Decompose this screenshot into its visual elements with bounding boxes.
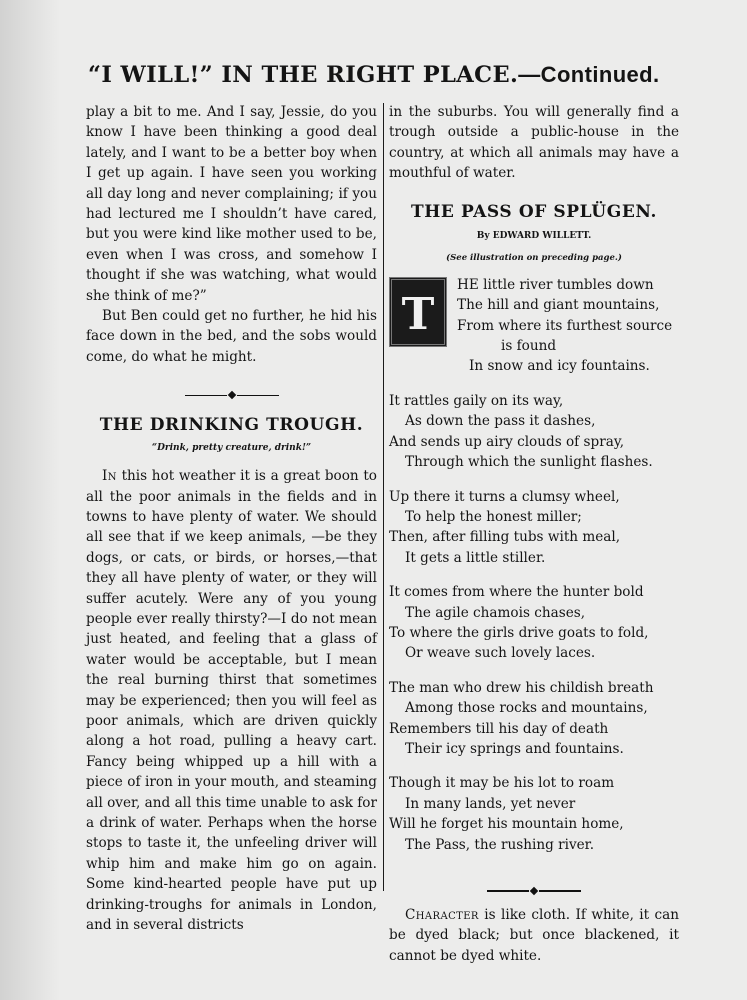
right-column bbox=[389, 102, 679, 966]
poem-line: It gets a little stiller. bbox=[405, 549, 546, 566]
story-paragraph-2: But Ben could get no further, he hid his face down in the bed, and the sobs would come, do what he might. bbox=[86, 308, 377, 365]
poem-line: Or weave such lovely laces. bbox=[405, 645, 596, 662]
poem-line: The hill and giant mountains, bbox=[457, 297, 660, 314]
poem-line: It rattles gaily on its way, bbox=[389, 392, 564, 409]
divider-diamond-icon bbox=[227, 391, 235, 399]
byline-prefix: By bbox=[476, 231, 490, 242]
poem-line: In many lands, yet never bbox=[405, 795, 576, 812]
poem-line: Their icy springs and fountains. bbox=[405, 740, 624, 757]
poem-stanza-1 bbox=[389, 275, 679, 377]
poem-line: To help the honest miller; bbox=[405, 508, 582, 525]
header-title: “I WILL!” IN THE RIGHT PLACE. bbox=[88, 62, 519, 88]
poem-line: Will he forget his mountain home, bbox=[389, 816, 624, 833]
poem-stanza-5 bbox=[389, 678, 679, 760]
poem-line: Though it may be his lot to roam bbox=[389, 775, 615, 792]
poem-line: Through which the sunlight flashes. bbox=[405, 454, 653, 471]
drop-cap: T bbox=[389, 277, 447, 347]
poem-line: In snow and icy fountains. bbox=[469, 358, 650, 375]
author-name: EDWARD WILLETT. bbox=[492, 231, 592, 242]
drinking-body-text: this hot weather it is a great boon to all the poor animals in the fields and in towns to have plenty of water. We should all see that if we keep animals, —be they dogs, or cats, or birds, or horses,—that they all have plenty of water, or they will suffer acutely. Were any of you young people ever really thirsty?—I do not mean just heated, and feeling that a glass of water would be acceptable, but I mean the real burning thirst that sometimes may be experienced; then you will feel as poor animals, which are driven quickly along a hot road, pulling a heavy cart. Fancy being whipped up a hill with a piece of iron in your mouth, and steaming all over, and all this time unable to ask for a drink of water. Perhaps when the horse stops to taste it, the unfeeling driver will whip him and make him go on again. Some kind-hearted people have put up drinking-troughs for animals in London, and in several districts bbox=[86, 468, 377, 934]
poem-line: As down the pass it dashes, bbox=[405, 413, 596, 430]
poem-line: Then, after filling tubs with meal, bbox=[389, 529, 621, 546]
drinking-first-word: In bbox=[102, 468, 117, 485]
poem-line: HE little river tumbles down bbox=[457, 276, 654, 293]
drinking-trough-body bbox=[86, 466, 377, 935]
pass-byline bbox=[389, 226, 679, 246]
poem-line: From where its furthest source bbox=[457, 317, 673, 334]
page-edge-shading bbox=[0, 0, 60, 1000]
poem-line: Among those rocks and mountains, bbox=[405, 700, 648, 717]
poem-line: The agile chamois chases, bbox=[405, 604, 586, 621]
section-divider bbox=[86, 385, 377, 405]
poem-line: is found bbox=[501, 338, 557, 355]
poem bbox=[389, 275, 679, 855]
section-divider bbox=[389, 881, 679, 901]
character-lead: Character bbox=[405, 907, 479, 923]
poem-line: Remembers till his day of death bbox=[389, 720, 609, 737]
drinking-trough-title: THE DRINKING TROUGH. bbox=[99, 415, 364, 436]
poem-line: To where the girls drive goats to fold, bbox=[389, 624, 649, 641]
poem-line: Up there it turns a clumsy wheel, bbox=[389, 488, 620, 505]
poem-stanza-3 bbox=[389, 487, 679, 569]
poem-stanza-2 bbox=[389, 391, 679, 473]
pass-title: THE PASS OF SPLÜGEN. bbox=[411, 201, 657, 222]
character-text: is like cloth. If white, it can be dyed black; but once blackened, it cannot be dyed white. bbox=[389, 907, 679, 964]
poem-stanza-4 bbox=[389, 582, 679, 664]
poem-line: And sends up airy clouds of spray, bbox=[389, 433, 625, 450]
column-rule bbox=[383, 103, 384, 891]
header-continued: —Continued. bbox=[518, 62, 660, 87]
story-paragraph-1: play a bit to me. And I say, Jessie, do you know I have been thinking a good deal lately, and I want to be a better boy when I get up again. I have seen you working all day long and never complaining; if you had lectured me I shouldn’t have cared, but you were kind like mother used to be, even when I was cross, and somehow I thought if she was watching, what would she think of me?” bbox=[86, 104, 377, 304]
character-paragraph bbox=[389, 905, 679, 966]
poem-line: The man who drew his childish breath bbox=[389, 679, 654, 696]
poem-line: It comes from where the hunter bold bbox=[389, 584, 644, 601]
drinking-trough-subtitle: “Drink, pretty creature, drink!” bbox=[151, 442, 312, 453]
left-column bbox=[86, 102, 377, 935]
drinking-continuation: in the suburbs. You will generally find a trough outside a public-house in the country, at which all animals may have a mouthful of water. bbox=[389, 104, 679, 182]
divider-diamond-icon bbox=[530, 887, 538, 895]
page-header bbox=[88, 62, 688, 88]
poem-stanza-6 bbox=[389, 773, 679, 855]
illustration-note: (See illustration on preceding page.) bbox=[446, 253, 622, 264]
poem-line: The Pass, the rushing river. bbox=[405, 836, 595, 853]
